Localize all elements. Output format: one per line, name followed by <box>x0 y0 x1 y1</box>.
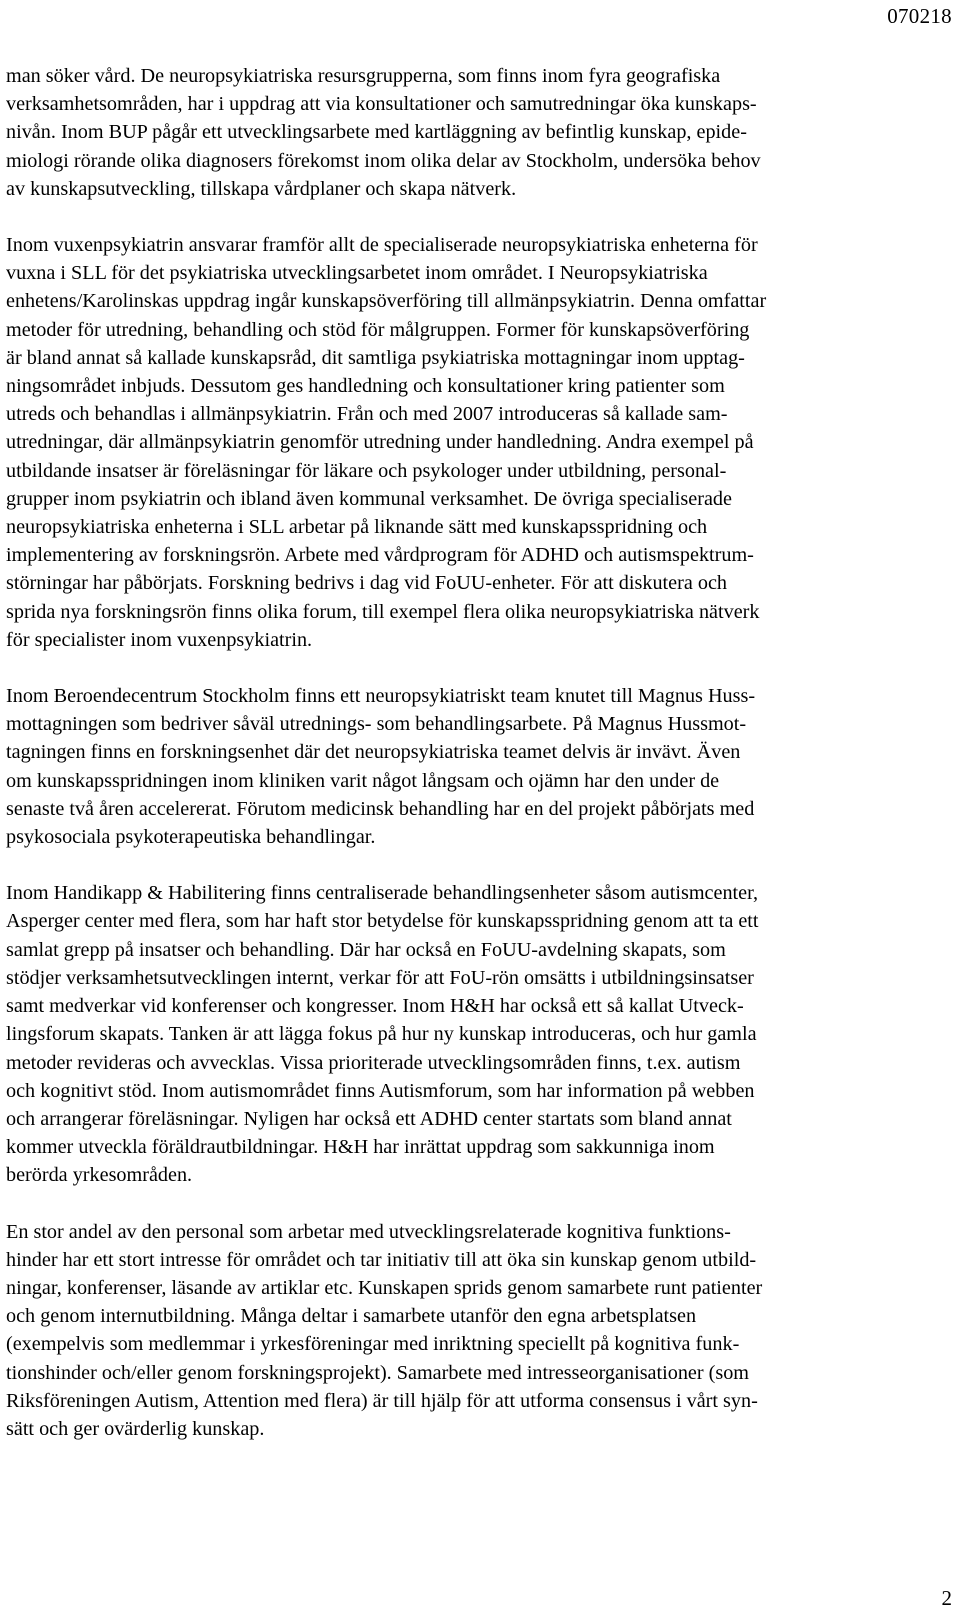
text-line: metoder för utredning, behandling och stöd för målgruppen. Former för kunskapsöverföring <box>6 318 750 341</box>
text-line: En stor andel av den personal som arbetar med utvecklingsrelaterade kognitiva funktions- <box>6 1220 731 1243</box>
text-line: nivån. Inom BUP pågår ett utvecklingsarbete med kartläggning av befintlig kunskap, epide- <box>6 121 747 144</box>
text-line: verksamhetsområden, har i uppdrag att via konsultationer och samutredningar öka kunskaps- <box>6 93 757 116</box>
text-line: och kognitivt stöd. Inom autismområdet finns Autismforum, som har information på webben <box>6 1079 755 1102</box>
paragraph-gap <box>6 1190 924 1218</box>
text-line: Inom vuxenpsykiatrin ansvarar framför allt de specialiserade neuropsykiatriska enheterna för <box>6 234 758 257</box>
text-line: utbildande insatser är föreläsningar för läkare och psykologer under utbildning, personal- <box>6 459 727 482</box>
text-line: kommer utveckla föräldrautbildningar. H&H har inrättat uppdrag som sakkunniga inom <box>6 1136 715 1159</box>
document-id: 070218 <box>887 4 952 28</box>
text-line: Asperger center med flera, som har haft stor betydelse för kunskapsspridning genom att ta ett <box>6 910 759 933</box>
text-line: grupper inom psykiatrin och ibland även kommunal verksamhet. De övriga specialiserade <box>6 487 732 510</box>
text-line: (exempelvis som medlemmar i yrkesföreningar med inriktning speciellt på kognitiva funk- <box>6 1333 740 1356</box>
text-line: tagningen finns en forskningsenhet där det neuropsykiatriska teamet delvis är invävt. Även <box>6 741 741 764</box>
paragraph-adult-psychiatry <box>6 231 924 654</box>
text-line: psykosociala psykoterapeutiska behandlingar. <box>6 826 376 849</box>
text-line: samlat grepp på insatser och behandling. Där har också en FoUU-avdelning skapats, som <box>6 938 726 961</box>
text-line: man söker vård. De neuropsykiatriska resursgrupperna, som finns inom fyra geografiska <box>6 65 721 87</box>
paragraph-gap <box>6 851 924 879</box>
text-line: samt medverkar vid konferenser och kongresser. Inom H&H har också ett så kallat Utveck- <box>6 995 744 1018</box>
paragraph-resource-groups <box>6 62 924 203</box>
text-line: och genom internutbildning. Många deltar i samarbete utanför den egna arbetsplatsen <box>6 1305 697 1328</box>
text-line: tionshinder och/eller genom forskningsprojekt). Samarbete med intresseorganisationer (som <box>6 1361 750 1384</box>
text-line: implementering av forskningsrön. Arbete med vårdprogram för ADHD och autismspektrum- <box>6 544 754 567</box>
text-line: och arrangerar föreläsningar. Nyligen har också ett ADHD center startats som bland annat <box>6 1107 732 1130</box>
text-line: utredningar, där allmänpsykiatrin genomför utredning under handledning. Andra exempel på <box>6 431 754 454</box>
paragraph-gap <box>6 654 924 682</box>
text-line: för specialister inom vuxenpsykiatrin. <box>6 628 313 651</box>
text-line: lingsforum skapats. Tanken är att lägga fokus på hur ny kunskap introduceras, och hur gamla <box>6 1023 757 1046</box>
text-line: neuropsykiatriska enheterna i SLL arbetar på liknande sätt med kunskapsspridning och <box>6 516 708 539</box>
text-line: är bland annat så kallade kunskapsråd, dit samtliga psykiatriska mottagningar inom upptag- <box>6 346 745 369</box>
text-line: störningar har påbörjats. Forskning bedrivs i dag vid FoUU-enheter. För att diskutera och <box>6 572 728 595</box>
text-line: sprida nya forskningsrön finns olika forum, till exempel flera olika neuropsykiatriska nätverk <box>6 600 760 623</box>
document-body <box>6 62 924 1443</box>
text-line: om kunskapsspridningen inom kliniken varit något långsam och ojämn har den under de <box>6 769 720 792</box>
text-line: mottagningen som bedriver såväl utrednings- som behandlingsarbete. På Magnus Hussmot- <box>6 713 747 736</box>
text-line: ningar, konferenser, läsande av artiklar etc. Kunskapen sprids genom samarbete runt patienter <box>6 1276 763 1299</box>
text-line: utreds och behandlas i allmänpsykiatrin. Från och med 2007 introduceras så kallade sam- <box>6 403 728 426</box>
text-line: enhetens/Karolinskas uppdrag ingår kunskapsöverföring till allmänpsykiatrin. Denna omfattar <box>6 290 767 313</box>
text-line: berörda yrkesområden. <box>6 1164 193 1187</box>
text-line: Inom Handikapp & Habilitering finns centraliserade behandlingsenheter såsom autismcenter, <box>6 882 759 905</box>
paragraph-gap <box>6 203 924 231</box>
page-number: 2 <box>941 1586 952 1610</box>
text-line: av kunskapsutveckling, tillskapa vårdplaner och skapa nätverk. <box>6 177 517 200</box>
text-line: Inom Beroendecentrum Stockholm finns ett neuropsykiatriskt team knutet till Magnus Huss- <box>6 685 756 708</box>
text-line: vuxna i SLL för det psykiatriska utvecklingsarbetet inom området. I Neuropsykiatriska <box>6 262 708 285</box>
text-line: miologi rörande olika diagnosers förekomst inom olika delar av Stockholm, undersöka behov <box>6 149 761 172</box>
paragraph-staff-knowledge <box>6 1218 924 1444</box>
text-line: metoder revideras och avvecklas. Vissa prioriterade utvecklingsområden finns, t.ex. autism <box>6 1051 741 1074</box>
text-line: sätt och ger ovärderlig kunskap. <box>6 1417 265 1440</box>
text-line: hinder har ett stort intresse för området och tar initiativ till att öka sin kunskap genom utbild- <box>6 1248 757 1271</box>
text-line: Riksföreningen Autism, Attention med flera) är till hjälp för att utforma consensus i vårt syn- <box>6 1389 758 1412</box>
text-line: stödjer verksamhetsutvecklingen internt, verkar för att FoU-rön omsätts i utbildningsinsatser <box>6 966 754 989</box>
paragraph-disability-habilitation <box>6 879 924 1189</box>
text-line: ningsområdet inbjuds. Dessutom ges handledning och konsultationer kring patienter som <box>6 375 725 398</box>
text-line: senaste två åren accelererat. Förutom medicinsk behandling har en del projekt påbörjats med <box>6 797 755 820</box>
paragraph-addiction-center <box>6 682 924 851</box>
